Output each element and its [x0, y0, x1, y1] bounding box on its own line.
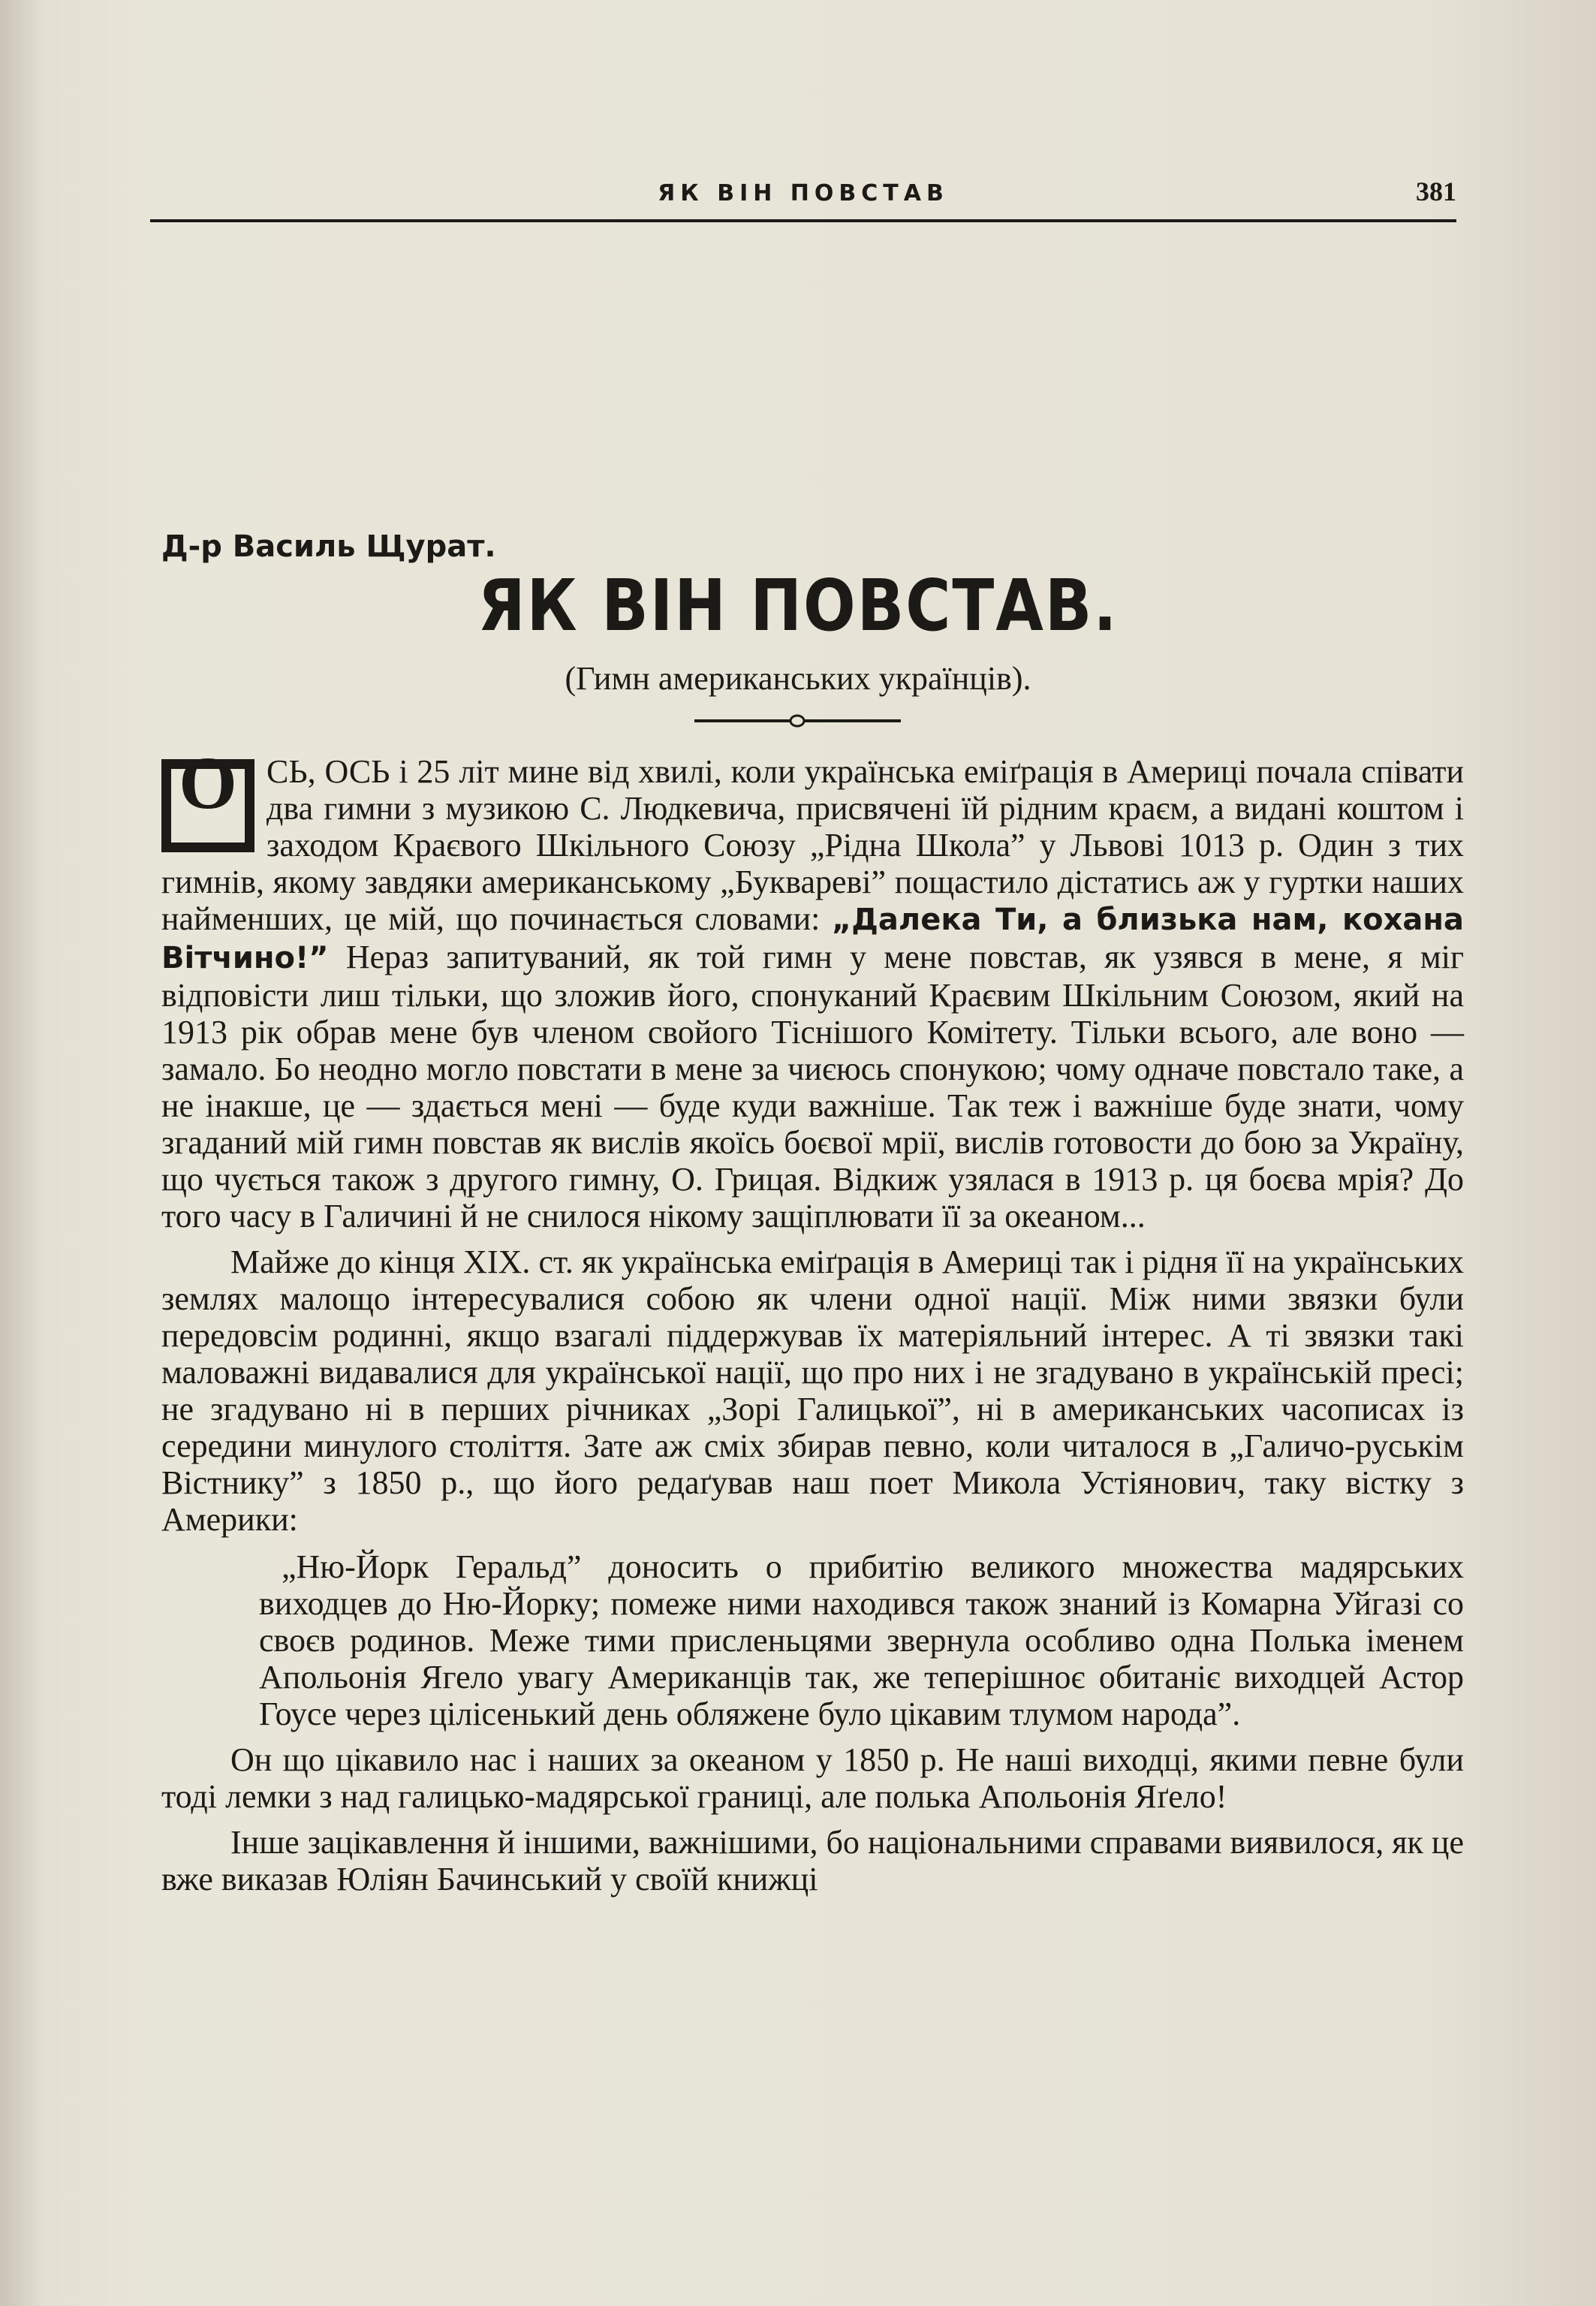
paragraph-1-text-b: Нераз запитуваний, як той гимн у мене повстав, як узявся в мене, я міг відповісти лиш тільки, що зложив його, спонуканий Краєвим Шкільним Союзом, який на 1913 рік обрав мене був членом свойого Тіснішого Комітету. Тільки всього, але воно — замало. Бо неодно могло повстати в мене за чиєюсь спонукою; чому одначе повстало таке, а не інакше, це — здається мені — буде куди важніше. Так теж і важніше буде знати, чому згаданий мій гимн повстав як вислів якоїсь боєвої мрії, вислів готовости до бою за Україну, що чується також з другого гимну, О. Грицая. Відкиж узялася в 1913 р. ця боєва мрія? До того часу в Галичині й не снилося нікому защіплювати її за океаном...: [161, 939, 1464, 1234]
ornament-divider-icon: [694, 713, 901, 728]
article-title: ЯК ВІН ПОВСТАВ.: [477, 565, 1119, 648]
paragraph-1: [161, 741, 1464, 1234]
running-title: ЯК ВІН ПОВСТАВ: [658, 180, 949, 206]
paragraph-3: Он що цікавило нас і наших за океаном у 1850 р. Не наші виходці, якими певне були тоді лемки з над галицько-мадярської границі, але полька Апольонія Яґело!: [161, 1741, 1464, 1815]
article-subtitle: (Гимн американських українців).: [565, 660, 1031, 697]
author-name: Д-р Василь Щурат.: [161, 529, 496, 564]
paragraph-2: Майже до кінця ХІХ. ст. як українська еміґрація в Америці так і рідня її на українських землях малощо інтересувалися собою як члени одної нації. Між ними звязки були передовсім родинні, якщо взагалі піддержував їх матеріяльний інтерес. А ті звязки такі маловажні видавалися для української нації, що про них і не згадувано в українській пресі; не згадувано ні в перших річниках „Зорі Галицької”, ні в американських часописах із середини минулого століття. Зате аж сміх збирав певно, коли читалося в „Галичо-руськім Вістнику” з 1850 р., що його редаґував наш поет Микола Устіянович, таку вістку з Америки:: [161, 1243, 1464, 1538]
paragraph-4: Інше зацікавлення й іншими, важнішими, бо національними справами виявилося, як це вже виказав Юліян Бачинський у своїй книжці: [161, 1824, 1464, 1898]
drop-cap-initial: [161, 741, 254, 852]
article-body: [161, 741, 1464, 1898]
gymn-first-line: „Далека Ти, а близька нам, кохана Вітчино!”: [161, 903, 1464, 975]
paragraph-1-text-a: СЬ, ОСЬ і 25 літ мине від хвилі, коли українська еміґрація в Америці почала співати два гимни з музикою С. Людкевича, присвячені їй рідним краєм, а видані коштом і заходом Краєвого Шкільного Союзу „Рідна Школа” у Львові 1013 р. Один з тих гимнів, якому завдяки американському „Букварeві” пощастило дістатись аж у гуртки наших найменших, це мій, що починається словами:: [161, 753, 1464, 937]
drop-cap-frame: [170, 741, 246, 844]
block-quote: „Ню-Йорк Геральд” доносить о прибитію великого множества мадярських виходцев до Ню-Йорку; помеже ними находився також знаний із Комарна Уйгазі со своєв родинов. Меже тими присленьцями звернула особливо одна Полька іменем Апольонія Ягело увагу Американців так, же теперішноє обитаніє виходцей Астор Гоусе через цілісенький день обляжене було цікавим тлумом народа”.: [259, 1548, 1464, 1732]
drop-cap-letter: О: [179, 741, 237, 824]
page-number: 381: [1416, 176, 1456, 206]
page-header: [150, 174, 1456, 222]
